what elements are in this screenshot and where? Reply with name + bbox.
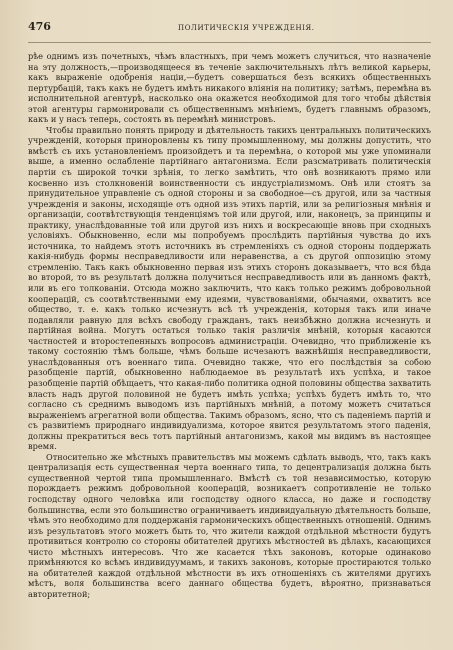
running-title: ПОЛИТИЧЕСКІЯ УЧРЕЖДЕНІЯ. xyxy=(178,24,315,32)
header-rule xyxy=(28,42,431,43)
paragraph: Чтобы правильно понять природу и дѣятельность такихъ центральныхъ политическихъ учрежденій, которыя приноровлены къ типу промышленному, мы должны допустить, что вмѣстѣ съ ихъ установленіемъ произойдетъ и та перемѣна, о которой мы уже упоминали выше, а именно ослабленіе партійнаго антагонизма. Если разсматривать политическія партіи съ широкой точки зрѣнія, то легко замѣтить, что онѣ возникаютъ прямо или косвенно изъ столкновеній воинственности съ индустріализмомъ. Онѣ или стоятъ за принудительное управленіе съ одной стороны и за свободное—съ другой, или за частныя учрежденія и законы, исходящіе отъ одной изъ этихъ партій, или за религіозныя мнѣнія и организаціи, соотвѣтствующія тенденціямъ той или другой, или, наконецъ, за принципы и практику, унаслѣдованные той или другой изъ нихъ и воскресающіе вновь при сходныхъ условіяхъ. Обыкновенно, если мы попробуемъ прослѣдить партійныя чувства до ихъ источника, то найдемъ этотъ источникъ въ стремленіяхъ съ одной стороны поддержать какія-нибудь формы несправедливости или неравенства, а съ другой оппозицію этому стремленію. Такъ какъ обыкновенно первая изъ этихъ сторонъ доказываетъ, что вся бѣда во второй, то въ результатѣ должна получиться несправедливость или въ данномъ фактѣ, или въ его толкованіи. Отсюда можно заключить, что какъ только режимъ добровольной кооперацій, съ соотвѣтственными ему идеями, чувствованіями, обычаями, охватитъ все общество, т. е. какъ только исчезнутъ всѣ тѣ учрежденія, которыя такъ или иначе подавляли равную для всѣхъ свободу гражданъ, такъ неизбѣжно должна исчезнуть и партійная война. Могутъ остаться только такія различія мнѣній, которыя касаются частностей и второстепенныхъ вопросовъ администраціи. Очевидно, что приближеніе къ такому состоянію тѣмъ больше, чѣмъ больше исчезаютъ важнѣйшія несправедливости, унаслѣдованныя отъ военнаго типа. Очевидно также, что его послѣдствія за собою разобщеніе партій, обыкновенно наблюдаемое въ результатѣ ихъ успѣха, и такое разобщеніе партій обѣщаетъ, что какая-либо политика одной половины общества захватить власть надъ другой половиной не будетъ имѣть успѣха; успѣхъ будетъ имѣть то, что согласно съ среднимъ выводомъ изъ партійныхъ мнѣній, а потому можетъ считаться выраженіемъ агрегатной воли общества. Такимъ образомъ, ясно, что съ паденіемъ партій и съ развитіемъ природнаго индивидуализма, которое явится результатомъ этого паденія, должны прекратиться весь тотъ партійный антагонизмъ, какой мы видимъ въ настоящее время. xyxy=(28,124,431,452)
paragraph-continued: рѣе однимъ изъ почетныхъ, чѣмъ властныхъ, при чемъ можетъ случиться, что назначеніе на эту должность,—производящееся въ теченіе заключительныхъ лѣтъ великой карьеры, какъ выраженіе одобренія націи,—будетъ совершаться безъ всякихъ общественныхъ пертурбацій, такъ какъ не будетъ имѣть никакого вліянія на политику; затѣмъ, перемѣна въ исполнительной агентурѣ, насколько она окажется необходимой для того чтобы дѣйствія этой агентуры гармонировали съ общественнымъ мнѣніемъ, будетъ главнымъ образомъ, какъ и у насъ теперь, состоять въ перемѣнѣ министровъ. xyxy=(28,51,431,125)
body-text xyxy=(28,51,431,599)
paragraph: Относительно же мѣстныхъ правительствъ мы можемъ сдѣлать выводъ, что, такъ какъ централизація есть существенная черта военнаго типа, то децентрализація должна быть существенной чертой типа промышленнаго. Вмѣстѣ съ той независимостью, которую порождаетъ режимъ добровольной кооперацій, возникаетъ сопротивленіе не только господству одного человѣка или господству одного класса, но даже и господству большинства, если это большинство ограничиваетъ индивидуальную дѣятельность больше, чѣмъ это необходимо для поддержанія гармоническихъ общественныхъ отношеній. Однимъ изъ результатовъ этого можетъ быть то, что жители каждой отдѣльной мѣстности будутъ противиться контролю со стороны обитателей другихъ мѣстностей въ дѣлахъ, касающихся чисто мѣстныхъ интересовъ. Что же касается тѣхъ законовъ, которые одинаково примѣняются ко всѣмъ индивидуумамъ, и такихъ законовъ, которые простираются только на обитателей каждой отдѣльной мѣстности въ ихъ отношеніяхъ съ жителями другихъ мѣстъ, воля большинства всего даннаго общества будетъ, вѣроятно, признаваться авторитетной; xyxy=(28,451,431,599)
page-header xyxy=(28,20,431,36)
page-number: 476 xyxy=(28,20,51,33)
